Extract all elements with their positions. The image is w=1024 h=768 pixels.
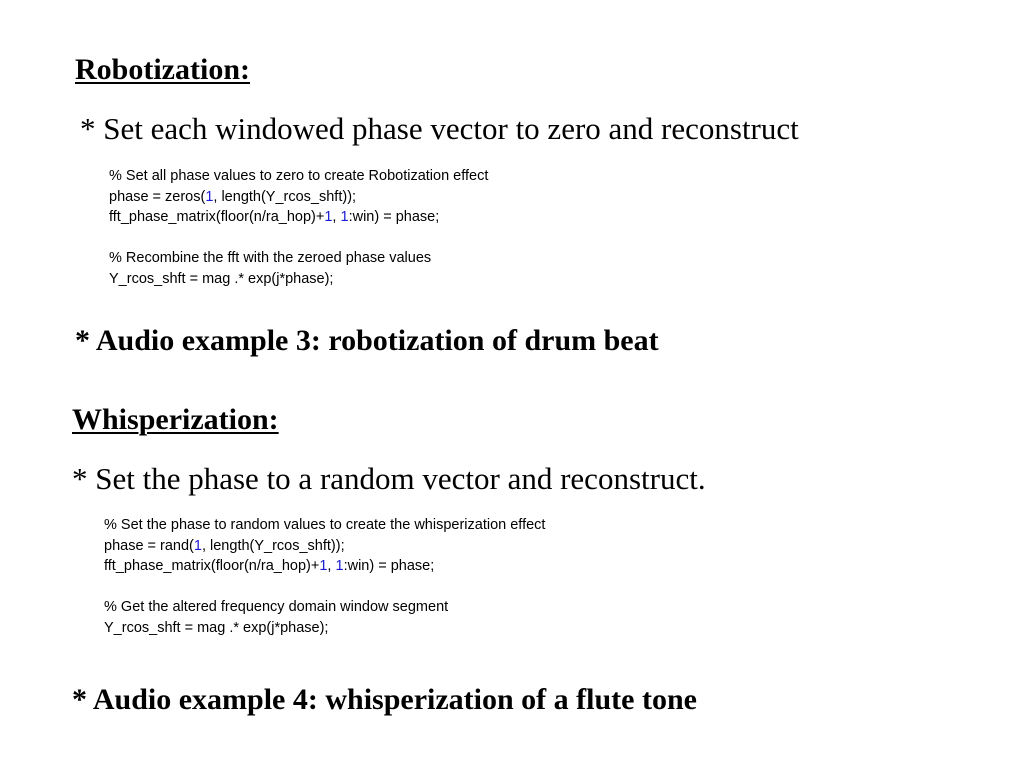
code-comment: % Get the altered frequency domain window segment: [104, 599, 449, 615]
code-comment: % Recombine the fft with the zeroed phase values: [109, 250, 432, 266]
code-line: fft_phase_matrix(floor(n/ra_hop)+1, 1:win) = phase;: [104, 558, 435, 574]
code-comment: % Set the phase to random values to create the whisperization effect: [104, 517, 546, 533]
code-blank-line: [109, 228, 488, 249]
code-comment: % Set all phase values to zero to create Robotization effect: [109, 168, 489, 184]
audio-example-4: * Audio example 4: whisperization of a flute tone: [72, 683, 697, 716]
whisperization-code-block: [104, 515, 545, 638]
robotization-bullet: * Set each windowed phase vector to zero and reconstruct: [80, 111, 799, 146]
whisperization-bullet: * Set the phase to a random vector and reconstruct.: [72, 461, 706, 496]
code-line: Y_rcos_shft = mag .* exp(j*phase);: [109, 270, 334, 287]
code-line: fft_phase_matrix(floor(n/ra_hop)+1, 1:win) = phase;: [109, 209, 440, 225]
code-line: Y_rcos_shft = mag .* exp(j*phase);: [104, 619, 329, 636]
whisperization-heading: Whisperization:: [72, 403, 279, 436]
robotization-code-block: [109, 166, 488, 289]
robotization-heading: Robotization:: [75, 53, 250, 86]
code-blank-line: [104, 577, 545, 598]
code-line: phase = rand(1, length(Y_rcos_shft));: [104, 537, 345, 554]
audio-example-3: * Audio example 3: robotization of drum beat: [75, 324, 659, 357]
code-line: phase = zeros(1, length(Y_rcos_shft));: [109, 188, 357, 205]
